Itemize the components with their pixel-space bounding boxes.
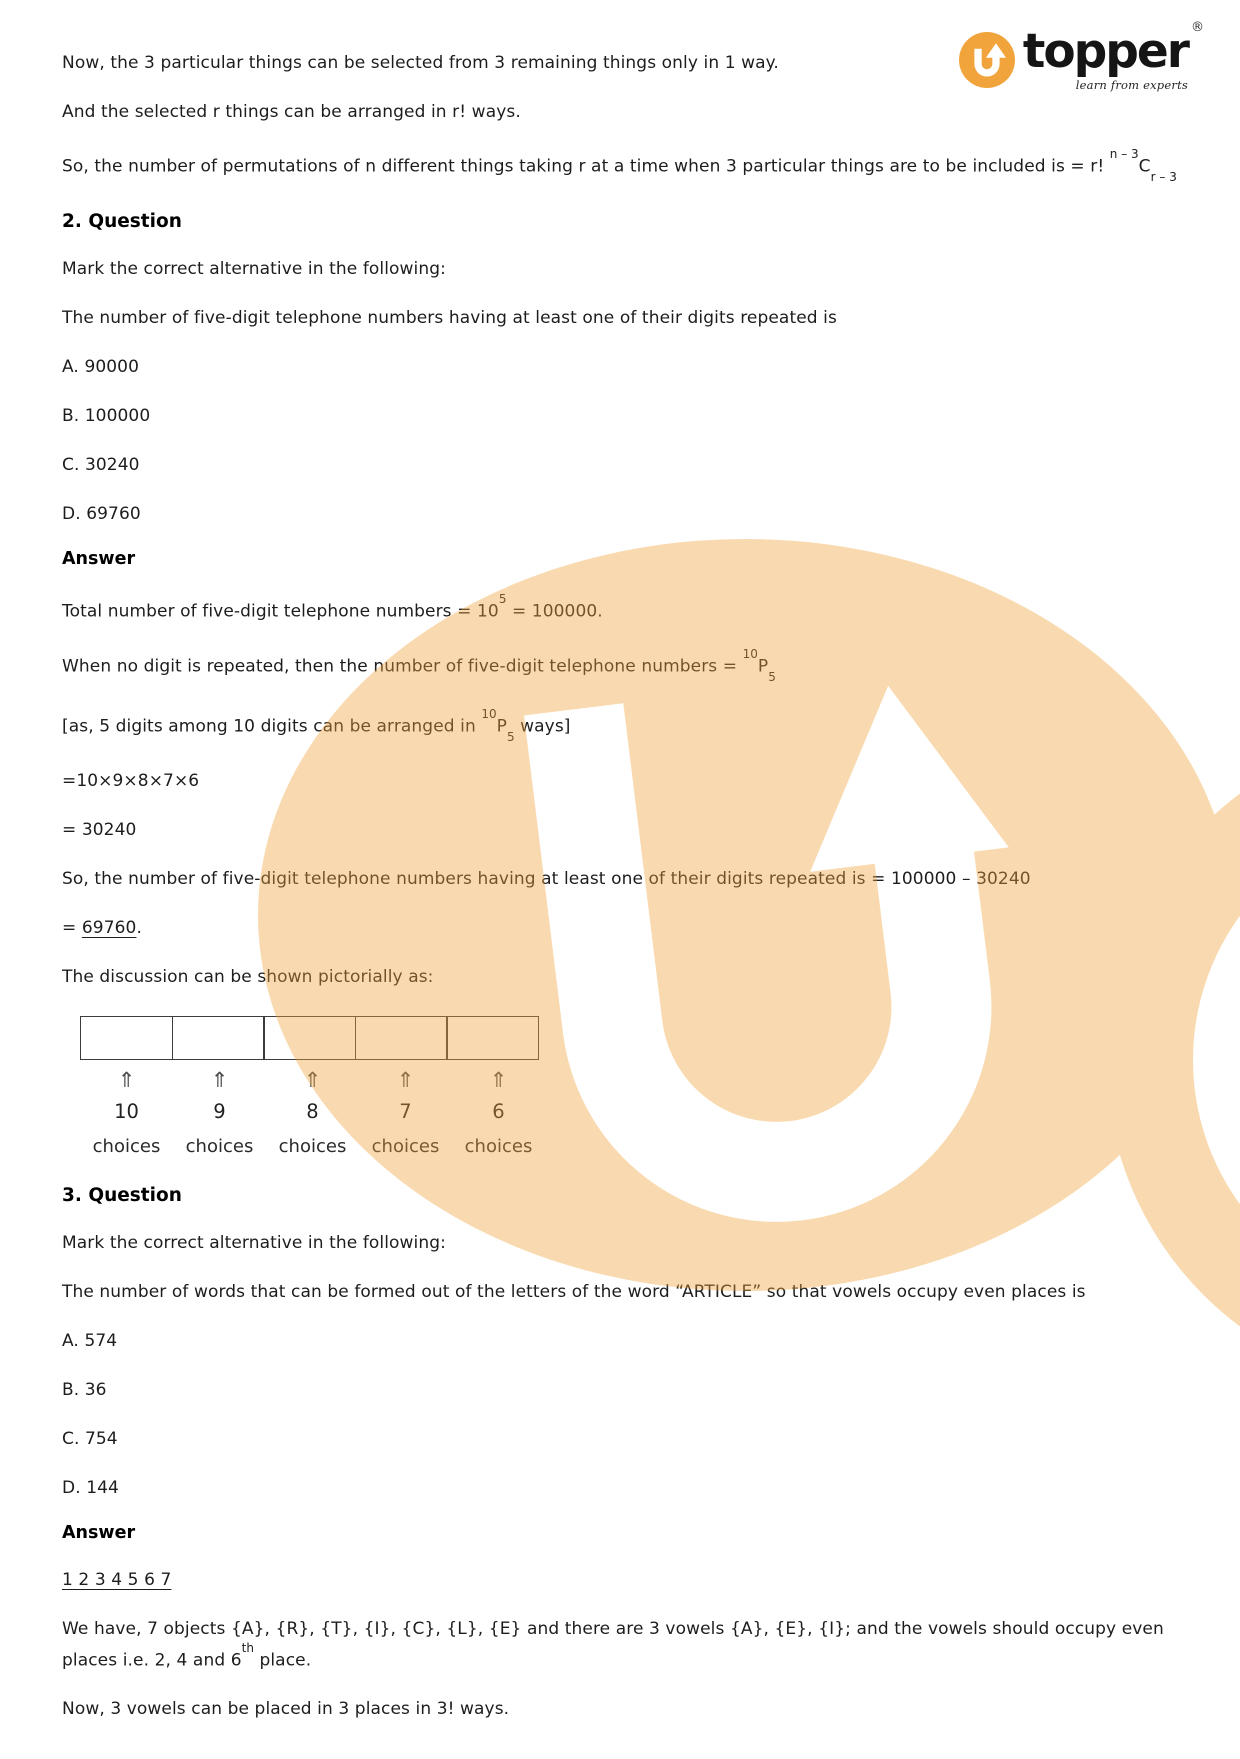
diagram-box: [80, 1016, 173, 1060]
u-arrow-icon: [959, 32, 1015, 88]
up-arrow-icon: ⇑: [303, 1067, 322, 1092]
nodigit-text: When no digit is repeated, then the number of five-digit telephone numbers =: [62, 656, 743, 677]
as-superscript: 10: [481, 706, 497, 721]
intro-paragraph-2: And the selected r things can be arranged in r! ways.: [62, 102, 521, 122]
up-arrow-icon: ⇑: [210, 1067, 229, 1092]
question-3-option-d: D. 144: [62, 1477, 119, 1498]
as-p: P: [496, 716, 507, 737]
formula-c: C: [1138, 156, 1151, 177]
formula-superscript: n – 3: [1109, 147, 1139, 161]
question-3-text: The number of words that can be formed out of the letters of the word “ARTICLE” so that vowels occupy even places is: [62, 1281, 1086, 1302]
answer-2-so-line: So, the number of five-digit telephone numbers having at least one of their digits repeated is = 100000 – 30240: [62, 868, 1031, 889]
formula-prefix: So, the number of permutations of n different things taking r at a time when 3 particular things are to be included is = r!: [62, 156, 1110, 177]
question-3-prompt: Mark the correct alternative in the following:: [62, 1232, 446, 1253]
nodigit-p: P: [757, 656, 769, 677]
choice-count: 6: [492, 1099, 505, 1123]
question-2-option-c: C. 30240: [62, 455, 140, 476]
choices-label: choices: [185, 1135, 254, 1157]
wehave-text: We have, 7 objects {A}, {R}, {T}, {I}, {C}, {L}, {E} and there are 3 vowels {A}, {E}, {I}; and the vowels should occupy even places i.e. 2, 4 and 6: [62, 1618, 1164, 1671]
answer-3-heading: Answer: [62, 1522, 136, 1543]
total-result: = 100000.: [506, 601, 603, 622]
choice-count: 7: [399, 1099, 412, 1123]
question-2-prompt: Mark the correct alternative in the following:: [62, 259, 446, 280]
as-text: [as, 5 digits among 10 digits can be arranged in: [62, 716, 482, 737]
nodigit-subscript: 5: [768, 669, 776, 684]
choices-label: choices: [278, 1135, 347, 1157]
brand-logo: [959, 20, 1204, 92]
question-3-option-a: A. 574: [62, 1330, 118, 1351]
diagram-box: [355, 1016, 448, 1060]
question-3-heading: 3. Question: [62, 1184, 182, 1206]
brand-name: topper: [1022, 24, 1188, 79]
question-3-option-c: C. 754: [62, 1428, 118, 1449]
nodigit-superscript: 10: [742, 646, 758, 661]
total-exponent: 5: [498, 592, 507, 607]
answer-2-pictorial-line: The discussion can be shown pictorially as:: [62, 966, 434, 987]
answer-2-heading: Answer: [62, 549, 136, 570]
as-subscript: 5: [507, 729, 515, 744]
question-2-option-b: B. 100000: [62, 406, 151, 427]
question-2-heading: 2. Question: [62, 211, 182, 233]
question-2-text: The number of five-digit telephone numbers having at least one of their digits repeated is: [62, 308, 837, 329]
registered-mark: ®: [1191, 20, 1204, 35]
choices-label: choices: [371, 1135, 440, 1157]
intro-paragraph-1: Now, the 3 particular things can be selected from 3 remaining things only in 1 way.: [62, 53, 779, 73]
diagram-box: [446, 1016, 539, 1060]
formula-subscript: r – 3: [1150, 170, 1177, 185]
choices-label: choices: [92, 1135, 161, 1157]
intro-paragraph-3: [62, 148, 1180, 185]
question-2-option-a: A. 90000: [62, 357, 140, 378]
choice-count: 10: [114, 1099, 139, 1123]
diagram-boxes: [80, 1016, 1180, 1060]
question-2-option-d: D. 69760: [62, 504, 141, 525]
total-text: Total number of five-digit telephone numbers = 10: [62, 601, 499, 622]
question-3-option-b: B. 36: [62, 1379, 107, 1400]
final-eq: =: [62, 917, 82, 938]
choice-count: 9: [213, 1099, 226, 1123]
answer-2-final-result: [62, 915, 1180, 941]
diagram-box: [172, 1016, 265, 1060]
digits-underlined: 1 2 3 4 5 6 7: [62, 1569, 172, 1590]
answer-3-wehave: [62, 1616, 1180, 1674]
choices-diagram: [80, 1016, 1180, 1159]
as-post: ways]: [514, 716, 571, 737]
diagram-choice-labels: [80, 1135, 1180, 1159]
answer-2-result-30240: = 30240: [62, 819, 137, 840]
wehave-post: place.: [253, 1650, 312, 1671]
diagram-numbers: [80, 1100, 1180, 1124]
choices-label: choices: [464, 1135, 533, 1157]
final-period: .: [136, 917, 142, 938]
diagram-box: [263, 1016, 356, 1060]
answer-2-nodigit-line: [62, 648, 1180, 685]
choice-count: 8: [306, 1099, 319, 1123]
final-value-underlined: 69760: [81, 917, 137, 938]
up-arrow-icon: ⇑: [117, 1067, 136, 1092]
answer-3-now: Now, 3 vowels can be placed in 3 places in 3! ways.: [62, 1699, 510, 1720]
wehave-ordinal: th: [241, 1640, 254, 1655]
diagram-arrows: [80, 1069, 1180, 1091]
answer-2-as-line: [62, 708, 1180, 745]
answer-2-total-line: [62, 593, 1180, 625]
up-arrow-icon: ⇑: [396, 1067, 415, 1092]
answer-2-multiplication: =10×9×8×7×6: [62, 770, 200, 791]
brand-tagline: learn from experts: [1075, 78, 1188, 92]
answer-3-digits: [62, 1567, 1180, 1593]
up-arrow-icon: ⇑: [489, 1067, 508, 1092]
